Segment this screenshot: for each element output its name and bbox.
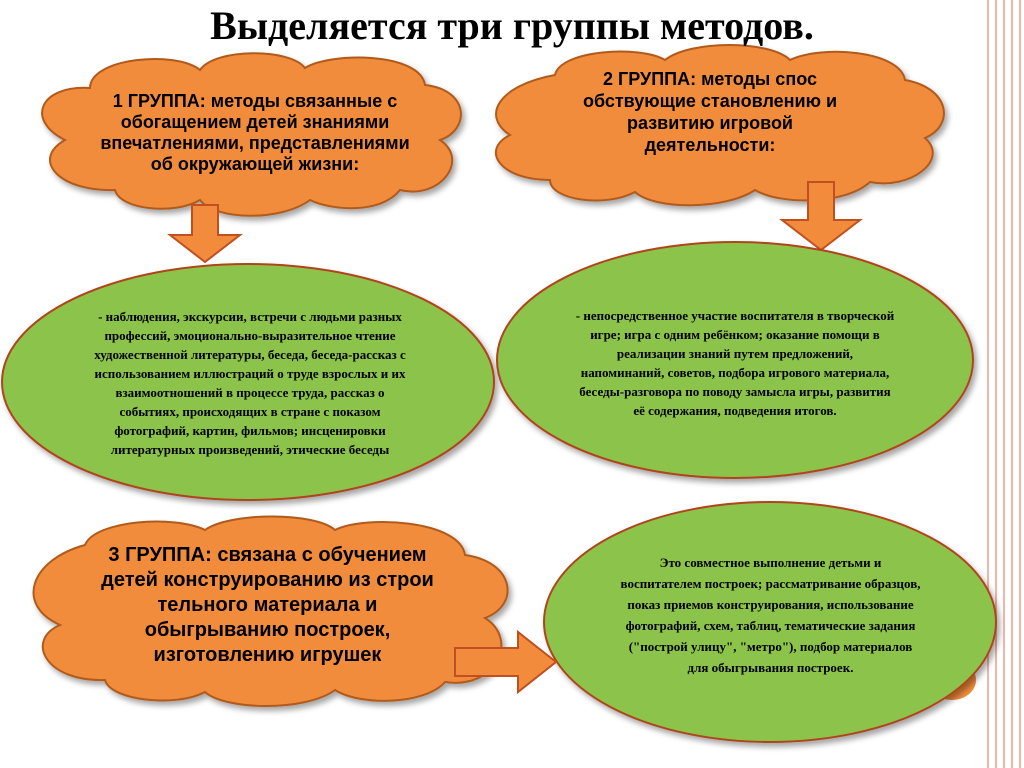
group3-methods: Это совместное выполнение детьми и воспитателем построек; рассматривание образцов, показ приемов конструирования, использование фотографий, схем, таблиц, тематические задания ("построй улицу", "метро"), подбор материалов для обыгрывания построек. (620, 555, 921, 675)
group3-heading: 3 ГРУППА: связана с обучением детей конструированию из строи тельного материала и обыгрыванию построек, изготовлению игрушек (101, 543, 434, 666)
group2-methods: - непосредственное участие воспитателя в творческой игре; игра с одним ребёнком; оказание помощи в реализации знаний путем предложений, напоминаний, советов, подбора игрового материала, беседы-разговора по поводу замысла игры, развития её содержания, подведения итогов. (575, 308, 895, 418)
group1-methods: - наблюдения, экскурсии, встречи с людьми разных профессий, эмоционально-выразительное чтение художественной литературы, беседа, беседа-рассказ с использованием иллюстраций о труде взрослых и их взаимоотношений в процессе труда, рассказ о событиях, происходящих в стране с показом фотографий, картин, фильмов; инсценировки литературных произведений, этические беседы (94, 308, 406, 457)
page-title: Выделяется три группы методов. (210, 3, 814, 48)
group2-heading: 2 ГРУППА: методы спос обствующие становлению и развитию игровой деятельности: (582, 69, 838, 155)
group1-heading: 1 ГРУППА: методы связанные с обогащением детей знаниями впечатлениями, представлениями об окружающей жизни: (100, 91, 410, 174)
